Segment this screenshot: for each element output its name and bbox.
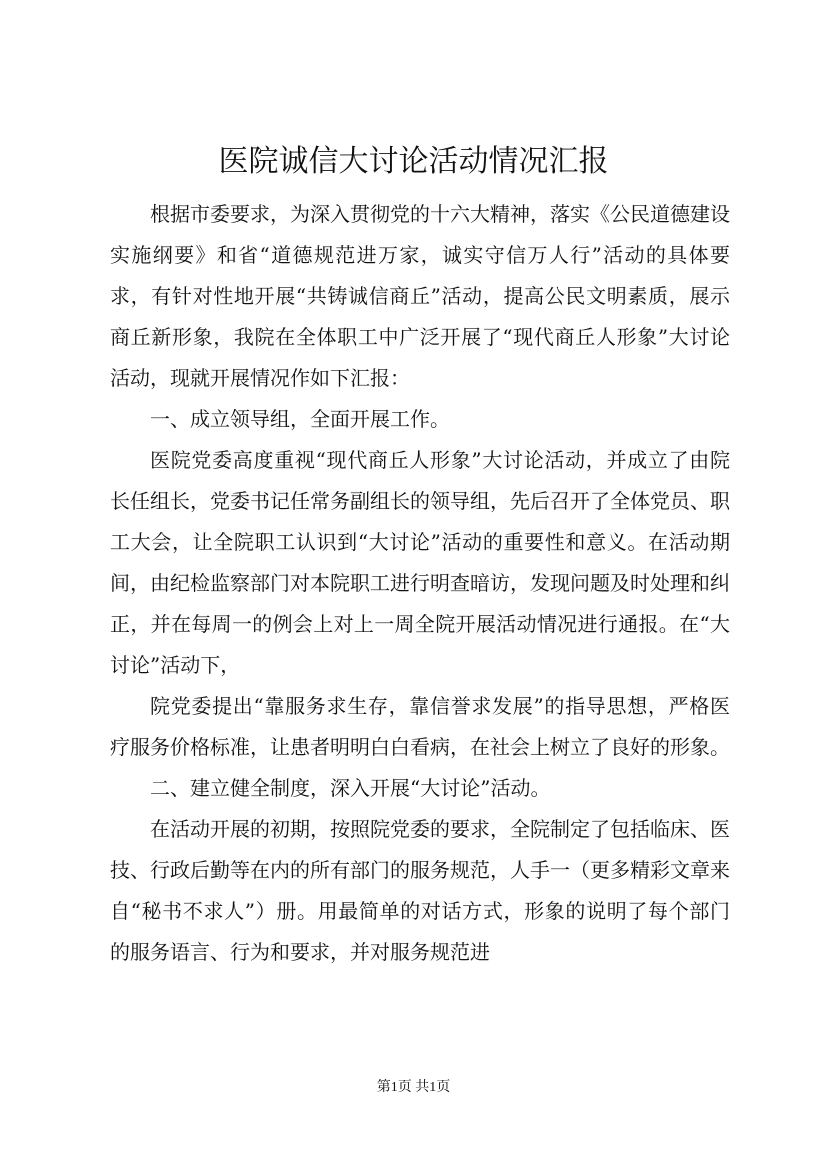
section-heading-2: 二、建立健全制度，深入开展“大讨论”活动。 xyxy=(150,776,551,800)
paragraph-section-2: 在活动开展的初期，按照院党委的要求，全院制定了包括临床、医技、行政后勤等在内的所有部门的服务规范，人手一（更多精彩文章来自“秘书不求人”）册。用最简单的对话方式，形象的说明了每个部门的服务语言、行为和要求，并对服务规范进 xyxy=(110,817,730,964)
paragraph-guiding-idea: 院党委提出“靠服务求生存，靠信誉求发展”的指导思想，严格医疗服务价格标准，让患者明明白白看病，在社会上树立了良好的形象。 xyxy=(110,694,730,759)
paragraph-section-1: 医院党委高度重视“现代商丘人形象”大讨论活动，并成立了由院长任组长，党委书记任常务副组长的领导组，先后召开了全体党员、职工大会，让全院职工认识到“大讨论”活动的重要性和意义。在活动期间，由纪检监察部门对本院职工进行明查暗访，发现问题及时处理和纠正，并在每周一的例会上对上一周全院开展活动情况进行通报。在“大讨论”活动下， xyxy=(110,448,730,677)
section-heading-1: 一、成立领导组，全面开展工作。 xyxy=(150,407,450,431)
page-footer: 第1页 共1页 xyxy=(376,1080,451,1095)
document-title: 医院诚信大讨论活动情况汇报 xyxy=(218,144,609,179)
document-body xyxy=(110,194,730,973)
paragraph-intro: 根据市委要求，为深入贯彻党的十六大精神，落实《公民道德建设实施纲要》和省“道德规范进万家，诚实守信万人行”活动的具体要求，有针对性地开展“共铸诚信商丘”活动，提高公民文明素质，展示商丘新形象，我院在全体职工中广泛开展了“现代商丘人形象”大讨论活动，现就开展情况作如下汇报： xyxy=(110,202,730,390)
